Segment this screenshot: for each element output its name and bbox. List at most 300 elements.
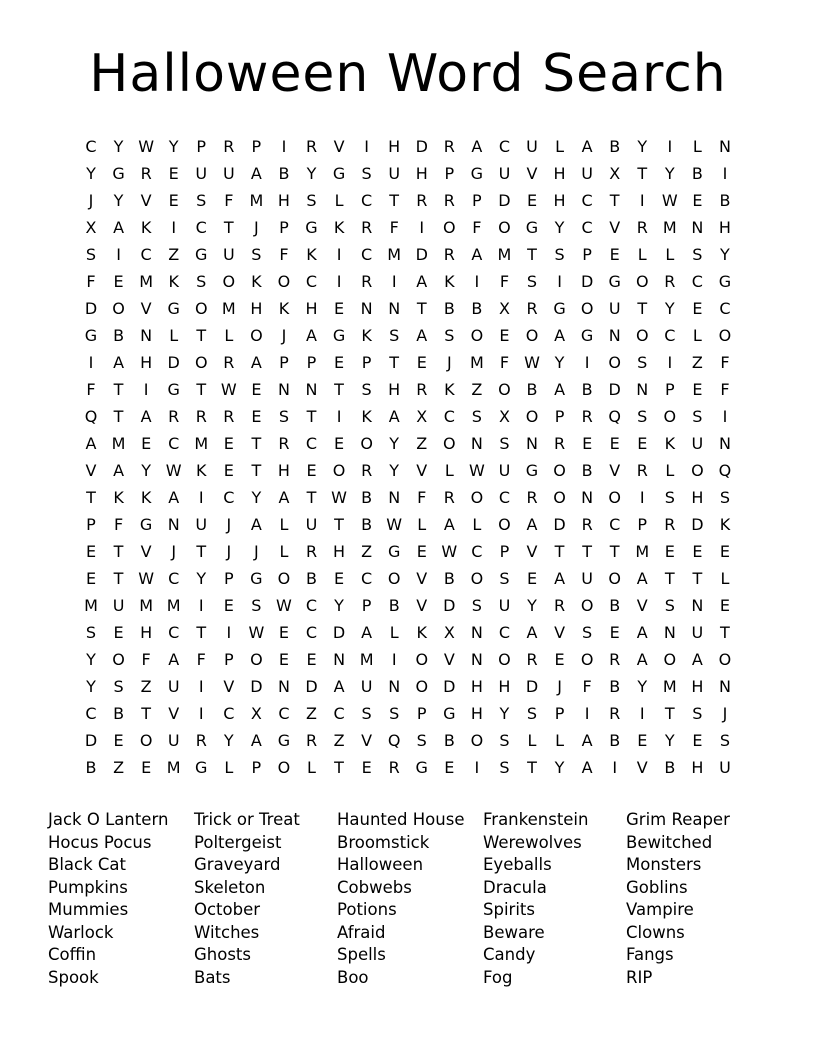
- grid-cell: I: [391, 649, 397, 669]
- grid-cell: O: [470, 487, 484, 507]
- grid-cell: K: [168, 271, 179, 291]
- grid-cell: O: [635, 271, 649, 291]
- grid-cell: N: [388, 676, 401, 696]
- grid-cell: R: [361, 217, 373, 237]
- grid-cell: U: [305, 514, 318, 534]
- grid-cell: J: [254, 541, 259, 561]
- grid-cell: D: [305, 676, 318, 696]
- word-list-item: Halloween: [337, 855, 424, 875]
- grid-cell: O: [718, 649, 732, 669]
- grid-cell: E: [168, 163, 179, 183]
- grid-cell: P: [554, 406, 565, 426]
- grid-cell: R: [554, 433, 566, 453]
- grid-cell: C: [168, 433, 180, 453]
- grid-cell: J: [281, 325, 287, 345]
- grid-cell: B: [113, 325, 125, 345]
- grid-cell: R: [416, 190, 428, 210]
- grid-cell: V: [85, 460, 97, 480]
- grid-cell: O: [498, 379, 511, 399]
- grid-cell: Z: [333, 730, 345, 750]
- grid-cell: B: [609, 730, 621, 750]
- grid-cell: H: [388, 379, 401, 399]
- grid-cell: M: [166, 757, 181, 777]
- grid-cell: T: [664, 568, 675, 588]
- grid-row: [78, 322, 738, 349]
- grid-cell: S: [499, 730, 510, 750]
- grid-cell: I: [722, 406, 728, 426]
- grid-cell: G: [525, 217, 539, 237]
- grid-cell: N: [718, 136, 731, 156]
- grid-cell: E: [141, 433, 152, 453]
- grid-cell: B: [609, 595, 621, 615]
- grid-cell: M: [497, 244, 512, 264]
- grid-cell: N: [305, 379, 318, 399]
- word-list-item: Cobwebs: [337, 877, 412, 897]
- grid-cell: E: [334, 433, 345, 453]
- grid-cell: S: [361, 703, 372, 723]
- page-title: Halloween Word Search: [89, 44, 727, 104]
- grid-cell: C: [361, 244, 373, 264]
- word-list-item: Dracula: [483, 877, 547, 897]
- grid-cell: I: [667, 136, 673, 156]
- word-list-column: [483, 809, 626, 989]
- grid-cell: A: [113, 352, 125, 372]
- grid-cell: L: [472, 514, 482, 534]
- grid-cell: R: [195, 730, 207, 750]
- grid-row: [78, 619, 738, 646]
- grid-cell: G: [608, 271, 621, 291]
- grid-cell: O: [139, 730, 153, 750]
- grid-cell: A: [581, 136, 593, 156]
- grid-cell: H: [470, 676, 483, 696]
- grid-cell: I: [639, 190, 645, 210]
- grid-cell: E: [444, 757, 455, 777]
- grid-cell: H: [691, 487, 704, 507]
- grid-cell: Y: [141, 460, 152, 480]
- grid-cell: A: [85, 433, 97, 453]
- grid-cell: L: [692, 136, 702, 156]
- grid-cell: S: [719, 730, 731, 750]
- word-list-item: Eyeballs: [483, 855, 552, 875]
- grid-cell: E: [692, 379, 703, 399]
- grid-cell: I: [639, 487, 645, 507]
- grid-cell: B: [609, 136, 621, 156]
- grid-cell: S: [499, 757, 510, 777]
- grid-cell: T: [251, 460, 262, 480]
- grid-cell: I: [584, 352, 590, 372]
- grid-cell: P: [582, 244, 592, 264]
- grid-cell: F: [582, 676, 592, 696]
- grid-cell: I: [557, 271, 562, 291]
- grid-cell: C: [664, 325, 676, 345]
- grid-cell: T: [196, 541, 207, 561]
- grid-cell: Y: [168, 136, 179, 156]
- grid-cell: N: [277, 676, 290, 696]
- grid-cell: Y: [86, 163, 96, 183]
- grid-cell: G: [387, 541, 401, 561]
- grid-cell: R: [526, 298, 538, 318]
- grid-cell: Y: [499, 703, 510, 723]
- grid-cell: W: [165, 460, 182, 480]
- grid-cell: Z: [168, 244, 180, 264]
- grid-cell: A: [306, 325, 317, 345]
- grid-cell: P: [196, 136, 207, 156]
- grid-cell: N: [388, 298, 401, 318]
- grid-cell: M: [662, 217, 677, 237]
- grid-cell: T: [527, 244, 537, 264]
- grid-cell: Y: [86, 676, 96, 696]
- grid-cell: E: [113, 730, 124, 750]
- grid-cell: H: [333, 541, 346, 561]
- word-list-item: Goblins: [626, 877, 688, 897]
- word-list-item: Boo: [337, 967, 369, 987]
- grid-row: [78, 700, 738, 727]
- grid-cell: L: [555, 730, 565, 750]
- word-list-column: [626, 809, 768, 989]
- grid-cell: P: [251, 136, 262, 156]
- grid-cell: E: [609, 244, 620, 264]
- grid-cell: I: [336, 406, 342, 426]
- grid-cell: C: [719, 298, 731, 318]
- word-list-column: [194, 809, 337, 989]
- grid-cell: B: [443, 730, 455, 750]
- grid-cell: M: [84, 595, 98, 615]
- grid-cell: T: [416, 298, 427, 318]
- grid-cell: R: [609, 649, 621, 669]
- grid-cell: B: [443, 568, 455, 588]
- grid-cell: E: [582, 433, 593, 453]
- grid-cell: O: [580, 298, 594, 318]
- grid-cell: R: [223, 136, 235, 156]
- grid-cell: E: [113, 622, 124, 642]
- grid-cell: C: [223, 703, 235, 723]
- grid-cell: K: [113, 487, 124, 507]
- grid-cell: R: [526, 649, 538, 669]
- grid-cell: I: [143, 379, 149, 399]
- grid-cell: O: [470, 730, 484, 750]
- word-list-item: Trick or Treat: [194, 810, 300, 830]
- grid-cell: N: [718, 433, 731, 453]
- grid-cell: F: [86, 271, 96, 291]
- grid-cell: S: [499, 433, 510, 453]
- grid-cell: Y: [196, 568, 207, 588]
- grid-cell: R: [581, 514, 593, 534]
- grid-cell: T: [113, 406, 124, 426]
- word-list-item: Coffin: [48, 945, 97, 965]
- grid-cell: V: [443, 649, 455, 669]
- grid-cell: E: [334, 568, 345, 588]
- grid-cell: K: [444, 271, 455, 291]
- grid-cell: S: [637, 406, 648, 426]
- grid-cell: U: [195, 163, 208, 183]
- grid-cell: O: [277, 757, 291, 777]
- grid-cell: K: [361, 325, 372, 345]
- grid-cell: C: [305, 622, 318, 642]
- grid-cell: B: [691, 163, 703, 183]
- grid-cell: Z: [691, 352, 703, 372]
- grid-cell: H: [553, 163, 566, 183]
- grid-row: [78, 673, 738, 700]
- grid-cell: T: [196, 622, 207, 642]
- grid-cell: S: [471, 595, 482, 615]
- grid-cell: Z: [471, 379, 483, 399]
- grid-row: [78, 592, 738, 619]
- grid-row: [78, 457, 738, 484]
- grid-cell: T: [86, 487, 96, 507]
- grid-cell: P: [361, 595, 372, 615]
- grid-cell: J: [171, 541, 177, 561]
- grid-cell: B: [526, 379, 538, 399]
- grid-cell: P: [361, 352, 372, 372]
- grid-cell: R: [195, 406, 207, 426]
- grid-cell: S: [526, 271, 538, 291]
- grid-cell: H: [470, 703, 483, 723]
- grid-cell: O: [580, 595, 594, 615]
- grid-cell: R: [361, 460, 373, 480]
- grid-cell: T: [692, 568, 703, 588]
- grid-cell: I: [198, 595, 204, 615]
- grid-row: [78, 214, 738, 241]
- grid-cell: R: [664, 514, 676, 534]
- grid-cell: C: [581, 190, 593, 210]
- grid-cell: I: [198, 703, 204, 723]
- grid-cell: S: [196, 271, 207, 291]
- grid-cell: A: [554, 568, 566, 588]
- grid-cell: Y: [720, 244, 730, 264]
- grid-cell: N: [691, 217, 704, 237]
- grid-cell: F: [720, 379, 730, 399]
- grid-cell: L: [334, 190, 344, 210]
- grid-cell: D: [691, 514, 704, 534]
- grid-cell: M: [166, 595, 181, 615]
- grid-cell: W: [661, 190, 678, 210]
- grid-cell: A: [636, 568, 648, 588]
- grid-cell: U: [167, 676, 180, 696]
- grid-cell: V: [416, 595, 428, 615]
- grid-cell: O: [663, 406, 677, 426]
- grid-cell: T: [141, 703, 152, 723]
- grid-cell: P: [637, 514, 648, 534]
- grid-cell: D: [415, 244, 428, 264]
- grid-cell: Q: [718, 460, 732, 480]
- grid-cell: T: [609, 190, 620, 210]
- grid-cell: F: [499, 352, 510, 372]
- grid-row: [78, 646, 738, 673]
- grid-cell: S: [692, 703, 703, 723]
- grid-cell: A: [636, 649, 648, 669]
- grid-cell: S: [582, 622, 593, 642]
- grid-cell: F: [224, 190, 234, 210]
- grid-cell: B: [719, 190, 731, 210]
- word-list-item: Fog: [483, 967, 513, 987]
- grid-cell: O: [525, 406, 539, 426]
- word-list-item: Beware: [483, 922, 545, 942]
- grid-cell: Y: [554, 352, 565, 372]
- grid-cell: R: [140, 163, 152, 183]
- grid-cell: G: [580, 325, 594, 345]
- grid-cell: N: [470, 649, 483, 669]
- grid-row: [78, 376, 738, 403]
- grid-cell: D: [443, 676, 456, 696]
- grid-cell: M: [194, 433, 209, 453]
- grid-cell: U: [498, 460, 511, 480]
- grid-cell: B: [361, 487, 373, 507]
- word-list-item: Mummies: [48, 900, 129, 920]
- grid-cell: H: [140, 622, 153, 642]
- grid-cell: A: [278, 487, 290, 507]
- grid-cell: M: [139, 271, 154, 291]
- grid-cell: K: [719, 514, 731, 534]
- grid-row: [78, 133, 738, 160]
- grid-cell: L: [720, 568, 730, 588]
- grid-cell: W: [220, 379, 237, 399]
- grid-cell: E: [223, 460, 234, 480]
- grid-cell: U: [691, 622, 704, 642]
- grid-cell: V: [609, 217, 621, 237]
- grid-cell: D: [84, 730, 98, 750]
- word-list-item: Afraid: [337, 922, 386, 942]
- grid-cell: G: [250, 568, 263, 588]
- grid-cell: L: [665, 460, 675, 480]
- grid-cell: E: [719, 595, 730, 615]
- grid-cell: R: [443, 244, 455, 264]
- grid-cell: B: [113, 703, 125, 723]
- grid-cell: T: [334, 514, 344, 534]
- word-list-item: Spook: [48, 967, 99, 987]
- grid-cell: M: [662, 676, 677, 696]
- grid-cell: H: [277, 190, 290, 210]
- word-list-item: Potions: [337, 900, 397, 920]
- word-list-item: Jack O Lantern: [48, 810, 169, 830]
- grid-cell: R: [416, 379, 428, 399]
- grid-cell: E: [168, 190, 179, 210]
- grid-cell: X: [609, 163, 621, 183]
- grid-cell: R: [443, 190, 455, 210]
- grid-cell: R: [664, 271, 676, 291]
- grid-cell: G: [195, 757, 208, 777]
- grid-cell: Y: [664, 730, 675, 750]
- grid-cell: O: [112, 298, 125, 318]
- grid-cell: R: [361, 271, 373, 291]
- grid-cell: P: [499, 541, 510, 561]
- grid-cell: E: [692, 730, 703, 750]
- grid-cell: H: [691, 676, 704, 696]
- grid-cell: R: [305, 541, 318, 561]
- grid-row: [78, 403, 738, 430]
- grid-cell: Y: [554, 757, 565, 777]
- grid-cell: R: [581, 406, 593, 426]
- grid-cell: O: [443, 217, 456, 237]
- grid-cell: R: [443, 136, 455, 156]
- grid-cell: H: [250, 298, 263, 318]
- grid-cell: O: [222, 271, 236, 291]
- grid-cell: D: [608, 379, 621, 399]
- grid-cell: M: [359, 649, 374, 669]
- grid-cell: Y: [86, 649, 96, 669]
- word-list-item: Spirits: [483, 900, 535, 920]
- grid-cell: I: [281, 136, 287, 156]
- grid-cell: Q: [608, 406, 621, 426]
- grid-cell: P: [444, 163, 455, 183]
- grid-cell: S: [251, 244, 262, 264]
- grid-cell: A: [388, 406, 400, 426]
- grid-cell: S: [499, 568, 510, 588]
- grid-cell: R: [223, 352, 235, 372]
- grid-cell: U: [498, 595, 511, 615]
- grid-cell: O: [718, 325, 732, 345]
- grid-cell: L: [555, 136, 565, 156]
- grid-cell: K: [306, 244, 317, 264]
- grid-cell: O: [608, 487, 621, 507]
- grid-cell: S: [306, 190, 317, 210]
- grid-cell: C: [85, 703, 97, 723]
- grid-cell: H: [498, 676, 511, 696]
- grid-cell: E: [526, 568, 538, 588]
- grid-cell: A: [250, 730, 262, 750]
- grid-cell: T: [251, 433, 262, 453]
- grid-cell: M: [221, 298, 236, 318]
- grid-cell: M: [635, 541, 650, 561]
- grid-cell: E: [554, 649, 565, 669]
- grid-cell: K: [196, 460, 207, 480]
- word-list-item: Ghosts: [194, 945, 252, 965]
- grid-cell: S: [278, 406, 290, 426]
- grid-cell: H: [277, 460, 290, 480]
- grid-cell: O: [250, 649, 263, 669]
- grid-cell: L: [637, 244, 647, 264]
- word-list-item: Broomstick: [337, 832, 430, 852]
- grid-row: [78, 187, 738, 214]
- grid-cell: X: [85, 217, 97, 237]
- word-list-column: [337, 809, 483, 989]
- grid-cell: A: [471, 136, 483, 156]
- grid-cell: T: [582, 541, 593, 561]
- grid-cell: Y: [334, 595, 344, 615]
- grid-cell: D: [580, 271, 594, 291]
- grid-cell: D: [332, 622, 346, 642]
- grid-cell: R: [305, 730, 318, 750]
- grid-cell: M: [469, 352, 484, 372]
- grid-cell: N: [663, 622, 676, 642]
- word-list-item: Haunted House: [337, 810, 465, 830]
- grid-cell: T: [637, 163, 648, 183]
- grid-cell: O: [250, 325, 263, 345]
- word-list-item: October: [194, 900, 261, 920]
- grid-cell: O: [470, 325, 484, 345]
- grid-cell: X: [416, 406, 428, 426]
- grid-cell: L: [527, 730, 537, 750]
- grid-cell: O: [663, 649, 677, 669]
- grid-cell: N: [470, 433, 483, 453]
- grid-cell: U: [498, 163, 511, 183]
- word-list-item: Graveyard: [194, 855, 281, 875]
- grid-cell: V: [416, 568, 428, 588]
- grid-cell: T: [334, 379, 344, 399]
- grid-cell: E: [664, 541, 675, 561]
- grid-cell: U: [167, 730, 180, 750]
- grid-cell: A: [140, 406, 152, 426]
- grid-cell: S: [251, 595, 262, 615]
- grid-cell: E: [526, 190, 538, 210]
- grid-cell: C: [305, 271, 318, 291]
- grid-cell: F: [196, 649, 206, 669]
- grid-cell: R: [609, 703, 621, 723]
- word-list-item: Candy: [483, 945, 536, 965]
- word-list-item: Monsters: [626, 855, 702, 875]
- grid-cell: N: [333, 649, 346, 669]
- grid-cell: S: [113, 676, 124, 696]
- grid-cell: R: [554, 595, 566, 615]
